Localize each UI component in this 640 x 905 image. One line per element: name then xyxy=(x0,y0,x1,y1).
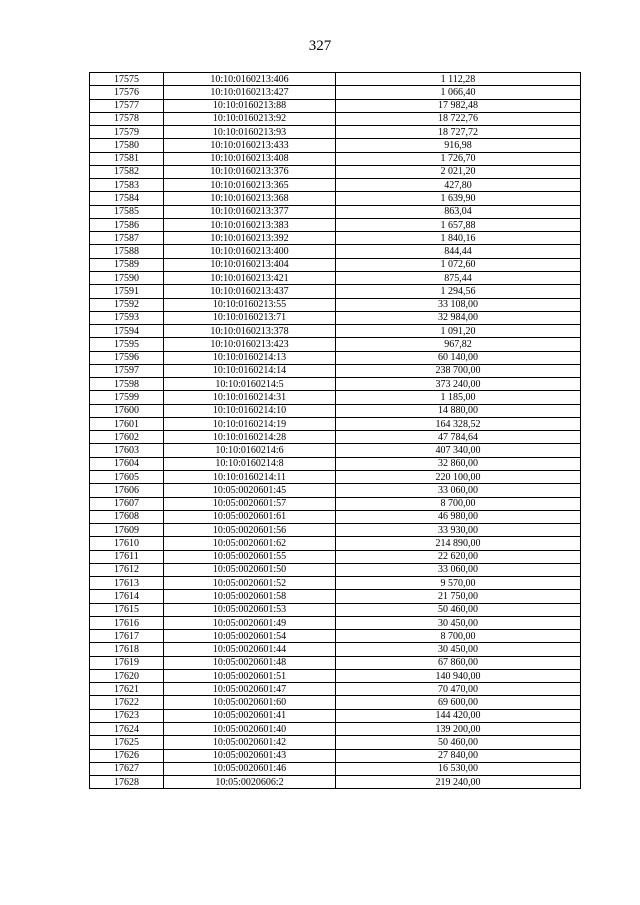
table-row xyxy=(90,457,581,470)
cadastral-value-cell: 164 328,52 xyxy=(336,417,581,430)
cadastral-number-cell: 10:05:0020601:41 xyxy=(164,709,336,722)
cadastral-number-cell: 10:10:0160213:71 xyxy=(164,311,336,324)
row-number-cell: 17611 xyxy=(90,550,164,563)
table-row xyxy=(90,683,581,696)
cadastral-number-cell: 10:05:0020606:2 xyxy=(164,776,336,789)
table-row xyxy=(90,245,581,258)
row-number-cell: 17614 xyxy=(90,590,164,603)
row-number-cell: 17622 xyxy=(90,696,164,709)
cadastral-number-cell: 10:10:0160213:406 xyxy=(164,73,336,86)
row-number-cell: 17603 xyxy=(90,444,164,457)
cadastral-value-cell: 140 940,00 xyxy=(336,669,581,682)
row-number-cell: 17581 xyxy=(90,152,164,165)
table-row xyxy=(90,391,581,404)
row-number-cell: 17624 xyxy=(90,723,164,736)
cadastral-number-cell: 10:05:0020601:43 xyxy=(164,749,336,762)
table-row xyxy=(90,232,581,245)
table-row xyxy=(90,484,581,497)
cadastral-value-cell: 27 840,00 xyxy=(336,749,581,762)
row-number-cell: 17582 xyxy=(90,165,164,178)
page-number: 327 xyxy=(308,38,332,54)
row-number-cell: 17584 xyxy=(90,192,164,205)
cadastral-value-cell: 33 108,00 xyxy=(336,298,581,311)
cadastral-number-cell: 10:05:0020601:62 xyxy=(164,537,336,550)
cadastral-value-cell: 967,82 xyxy=(336,338,581,351)
row-number-cell: 17616 xyxy=(90,616,164,629)
cadastral-number-cell: 10:10:0160214:19 xyxy=(164,417,336,430)
cadastral-value-cell: 427,80 xyxy=(336,179,581,192)
cadastral-value-table xyxy=(89,72,581,789)
cadastral-number-cell: 10:05:0020601:51 xyxy=(164,669,336,682)
cadastral-value-cell: 238 700,00 xyxy=(336,364,581,377)
row-number-cell: 17604 xyxy=(90,457,164,470)
cadastral-number-cell: 10:05:0020601:49 xyxy=(164,616,336,629)
table-row xyxy=(90,73,581,86)
row-number-cell: 17595 xyxy=(90,338,164,351)
row-number-cell: 17575 xyxy=(90,73,164,86)
cadastral-number-cell: 10:10:0160214:13 xyxy=(164,351,336,364)
table-row xyxy=(90,192,581,205)
cadastral-value-cell: 1 185,00 xyxy=(336,391,581,404)
table-row xyxy=(90,112,581,125)
cadastral-value-cell: 144 420,00 xyxy=(336,709,581,722)
table-row xyxy=(90,550,581,563)
row-number-cell: 17623 xyxy=(90,709,164,722)
table-row xyxy=(90,139,581,152)
cadastral-value-cell: 21 750,00 xyxy=(336,590,581,603)
cadastral-value-cell: 33 060,00 xyxy=(336,563,581,576)
row-number-cell: 17608 xyxy=(90,510,164,523)
row-number-cell: 17605 xyxy=(90,470,164,483)
cadastral-value-cell: 17 982,48 xyxy=(336,99,581,112)
cadastral-value-cell: 373 240,00 xyxy=(336,378,581,391)
cadastral-value-cell: 18 722,76 xyxy=(336,112,581,125)
cadastral-value-cell: 1 840,16 xyxy=(336,232,581,245)
table-row xyxy=(90,338,581,351)
row-number-cell: 17619 xyxy=(90,656,164,669)
cadastral-number-cell: 10:10:0160213:437 xyxy=(164,285,336,298)
row-number-cell: 17621 xyxy=(90,683,164,696)
cadastral-number-cell: 10:10:0160214:31 xyxy=(164,391,336,404)
cadastral-value-cell: 14 880,00 xyxy=(336,404,581,417)
table-row xyxy=(90,776,581,789)
cadastral-number-cell: 10:10:0160214:28 xyxy=(164,431,336,444)
cadastral-value-cell: 2 021,20 xyxy=(336,165,581,178)
row-number-cell: 17601 xyxy=(90,417,164,430)
table-row xyxy=(90,86,581,99)
table-row xyxy=(90,603,581,616)
cadastral-value-cell: 32 984,00 xyxy=(336,311,581,324)
row-number-cell: 17620 xyxy=(90,669,164,682)
cadastral-number-cell: 10:10:0160213:378 xyxy=(164,325,336,338)
table-row xyxy=(90,404,581,417)
row-number-cell: 17607 xyxy=(90,497,164,510)
cadastral-number-cell: 10:10:0160214:8 xyxy=(164,457,336,470)
cadastral-number-cell: 10:05:0020601:44 xyxy=(164,643,336,656)
table-row xyxy=(90,510,581,523)
table-row xyxy=(90,696,581,709)
cadastral-number-cell: 10:05:0020601:54 xyxy=(164,630,336,643)
cadastral-number-cell: 10:10:0160213:421 xyxy=(164,271,336,284)
table-row xyxy=(90,630,581,643)
cadastral-value-cell: 33 930,00 xyxy=(336,524,581,537)
cadastral-value-cell: 875,44 xyxy=(336,271,581,284)
cadastral-value-cell: 1 072,60 xyxy=(336,258,581,271)
cadastral-number-cell: 10:10:0160213:55 xyxy=(164,298,336,311)
cadastral-number-cell: 10:10:0160214:5 xyxy=(164,378,336,391)
row-number-cell: 17594 xyxy=(90,325,164,338)
table-row xyxy=(90,285,581,298)
cadastral-number-cell: 10:10:0160214:10 xyxy=(164,404,336,417)
cadastral-number-cell: 10:05:0020601:56 xyxy=(164,524,336,537)
row-number-cell: 17606 xyxy=(90,484,164,497)
row-number-cell: 17627 xyxy=(90,762,164,775)
cadastral-value-cell: 67 860,00 xyxy=(336,656,581,669)
cadastral-number-cell: 10:05:0020601:40 xyxy=(164,723,336,736)
cadastral-value-cell: 9 570,00 xyxy=(336,577,581,590)
cadastral-value-cell: 1 657,88 xyxy=(336,218,581,231)
row-number-cell: 17590 xyxy=(90,271,164,284)
table-row xyxy=(90,205,581,218)
table-row xyxy=(90,311,581,324)
cadastral-value-cell: 30 450,00 xyxy=(336,643,581,656)
table-row xyxy=(90,590,581,603)
cadastral-number-cell: 10:10:0160214:14 xyxy=(164,364,336,377)
cadastral-number-cell: 10:10:0160213:408 xyxy=(164,152,336,165)
row-number-cell: 17599 xyxy=(90,391,164,404)
table-row xyxy=(90,325,581,338)
cadastral-value-cell: 8 700,00 xyxy=(336,497,581,510)
cadastral-number-cell: 10:05:0020601:52 xyxy=(164,577,336,590)
table-row xyxy=(90,470,581,483)
row-number-cell: 17598 xyxy=(90,378,164,391)
cadastral-number-cell: 10:10:0160213:376 xyxy=(164,165,336,178)
cadastral-value-cell: 46 980,00 xyxy=(336,510,581,523)
cadastral-value-cell: 1 091,20 xyxy=(336,325,581,338)
cadastral-number-cell: 10:05:0020601:55 xyxy=(164,550,336,563)
cadastral-number-cell: 10:05:0020601:60 xyxy=(164,696,336,709)
cadastral-value-cell: 214 890,00 xyxy=(336,537,581,550)
cadastral-number-cell: 10:10:0160213:383 xyxy=(164,218,336,231)
row-number-cell: 17592 xyxy=(90,298,164,311)
row-number-cell: 17613 xyxy=(90,577,164,590)
cadastral-value-cell: 219 240,00 xyxy=(336,776,581,789)
cadastral-number-cell: 10:05:0020601:42 xyxy=(164,736,336,749)
row-number-cell: 17610 xyxy=(90,537,164,550)
cadastral-value-cell: 1 726,70 xyxy=(336,152,581,165)
cadastral-value-cell: 844,44 xyxy=(336,245,581,258)
table-row xyxy=(90,669,581,682)
cadastral-value-cell: 30 450,00 xyxy=(336,616,581,629)
cadastral-value-cell: 1 639,90 xyxy=(336,192,581,205)
cadastral-number-cell: 10:10:0160213:433 xyxy=(164,139,336,152)
row-number-cell: 17586 xyxy=(90,218,164,231)
table-row xyxy=(90,444,581,457)
table-row xyxy=(90,417,581,430)
cadastral-number-cell: 10:10:0160214:6 xyxy=(164,444,336,457)
table-row xyxy=(90,577,581,590)
row-number-cell: 17585 xyxy=(90,205,164,218)
row-number-cell: 17617 xyxy=(90,630,164,643)
row-number-cell: 17593 xyxy=(90,311,164,324)
table-row xyxy=(90,165,581,178)
cadastral-number-cell: 10:10:0160213:92 xyxy=(164,112,336,125)
cadastral-number-cell: 10:10:0160213:368 xyxy=(164,192,336,205)
row-number-cell: 17612 xyxy=(90,563,164,576)
cadastral-number-cell: 10:10:0160213:404 xyxy=(164,258,336,271)
table-row xyxy=(90,364,581,377)
cadastral-value-cell: 33 060,00 xyxy=(336,484,581,497)
cadastral-value-cell: 69 600,00 xyxy=(336,696,581,709)
row-number-cell: 17615 xyxy=(90,603,164,616)
cadastral-number-cell: 10:10:0160213:365 xyxy=(164,179,336,192)
cadastral-value-cell: 1 112,28 xyxy=(336,73,581,86)
table-row xyxy=(90,656,581,669)
row-number-cell: 17609 xyxy=(90,524,164,537)
cadastral-value-cell: 1 066,40 xyxy=(336,86,581,99)
cadastral-number-cell: 10:05:0020601:57 xyxy=(164,497,336,510)
cadastral-number-cell: 10:10:0160213:377 xyxy=(164,205,336,218)
cadastral-number-cell: 10:05:0020601:48 xyxy=(164,656,336,669)
cadastral-value-cell: 70 470,00 xyxy=(336,683,581,696)
row-number-cell: 17583 xyxy=(90,179,164,192)
cadastral-number-cell: 10:05:0020601:47 xyxy=(164,683,336,696)
cadastral-number-cell: 10:05:0020601:50 xyxy=(164,563,336,576)
cadastral-value-cell: 220 100,00 xyxy=(336,470,581,483)
cadastral-value-cell: 8 700,00 xyxy=(336,630,581,643)
row-number-cell: 17600 xyxy=(90,404,164,417)
cadastral-value-cell: 916,98 xyxy=(336,139,581,152)
cadastral-number-cell: 10:10:0160213:93 xyxy=(164,126,336,139)
cadastral-value-cell: 16 530,00 xyxy=(336,762,581,775)
table-row xyxy=(90,537,581,550)
table-row xyxy=(90,258,581,271)
cadastral-number-cell: 10:05:0020601:58 xyxy=(164,590,336,603)
row-number-cell: 17628 xyxy=(90,776,164,789)
row-number-cell: 17577 xyxy=(90,99,164,112)
table-row xyxy=(90,616,581,629)
table-row xyxy=(90,563,581,576)
cadastral-value-cell: 60 140,00 xyxy=(336,351,581,364)
row-number-cell: 17591 xyxy=(90,285,164,298)
table-row xyxy=(90,497,581,510)
table-row xyxy=(90,709,581,722)
table-row xyxy=(90,351,581,364)
cadastral-value-cell: 863,04 xyxy=(336,205,581,218)
row-number-cell: 17597 xyxy=(90,364,164,377)
cadastral-number-cell: 10:05:0020601:46 xyxy=(164,762,336,775)
table-row xyxy=(90,749,581,762)
table-row xyxy=(90,723,581,736)
cadastral-value-cell: 50 460,00 xyxy=(336,736,581,749)
row-number-cell: 17576 xyxy=(90,86,164,99)
cadastral-number-cell: 10:10:0160213:88 xyxy=(164,99,336,112)
cadastral-value-cell: 22 620,00 xyxy=(336,550,581,563)
cadastral-number-cell: 10:05:0020601:53 xyxy=(164,603,336,616)
table-row xyxy=(90,431,581,444)
row-number-cell: 17602 xyxy=(90,431,164,444)
row-number-cell: 17580 xyxy=(90,139,164,152)
cadastral-value-cell: 47 784,64 xyxy=(336,431,581,444)
table-row xyxy=(90,271,581,284)
row-number-cell: 17626 xyxy=(90,749,164,762)
table-body xyxy=(90,73,581,789)
cadastral-number-cell: 10:10:0160213:392 xyxy=(164,232,336,245)
row-number-cell: 17589 xyxy=(90,258,164,271)
row-number-cell: 17625 xyxy=(90,736,164,749)
row-number-cell: 17587 xyxy=(90,232,164,245)
cadastral-number-cell: 10:10:0160213:427 xyxy=(164,86,336,99)
cadastral-value-cell: 407 340,00 xyxy=(336,444,581,457)
cadastral-number-cell: 10:10:0160214:11 xyxy=(164,470,336,483)
cadastral-value-cell: 18 727,72 xyxy=(336,126,581,139)
cadastral-number-cell: 10:10:0160213:400 xyxy=(164,245,336,258)
cadastral-value-cell: 1 294,56 xyxy=(336,285,581,298)
table-row xyxy=(90,152,581,165)
table-row xyxy=(90,643,581,656)
table-row xyxy=(90,126,581,139)
table-row xyxy=(90,218,581,231)
table-row xyxy=(90,736,581,749)
row-number-cell: 17588 xyxy=(90,245,164,258)
table-row xyxy=(90,298,581,311)
row-number-cell: 17596 xyxy=(90,351,164,364)
cadastral-value-cell: 50 460,00 xyxy=(336,603,581,616)
row-number-cell: 17578 xyxy=(90,112,164,125)
table-row xyxy=(90,99,581,112)
cadastral-value-cell: 32 860,00 xyxy=(336,457,581,470)
table-row xyxy=(90,179,581,192)
cadastral-number-cell: 10:05:0020601:45 xyxy=(164,484,336,497)
row-number-cell: 17618 xyxy=(90,643,164,656)
row-number-cell: 17579 xyxy=(90,126,164,139)
cadastral-value-cell: 139 200,00 xyxy=(336,723,581,736)
cadastral-number-cell: 10:05:0020601:61 xyxy=(164,510,336,523)
table-row xyxy=(90,762,581,775)
table-row xyxy=(90,378,581,391)
table-row xyxy=(90,524,581,537)
cadastral-number-cell: 10:10:0160213:423 xyxy=(164,338,336,351)
